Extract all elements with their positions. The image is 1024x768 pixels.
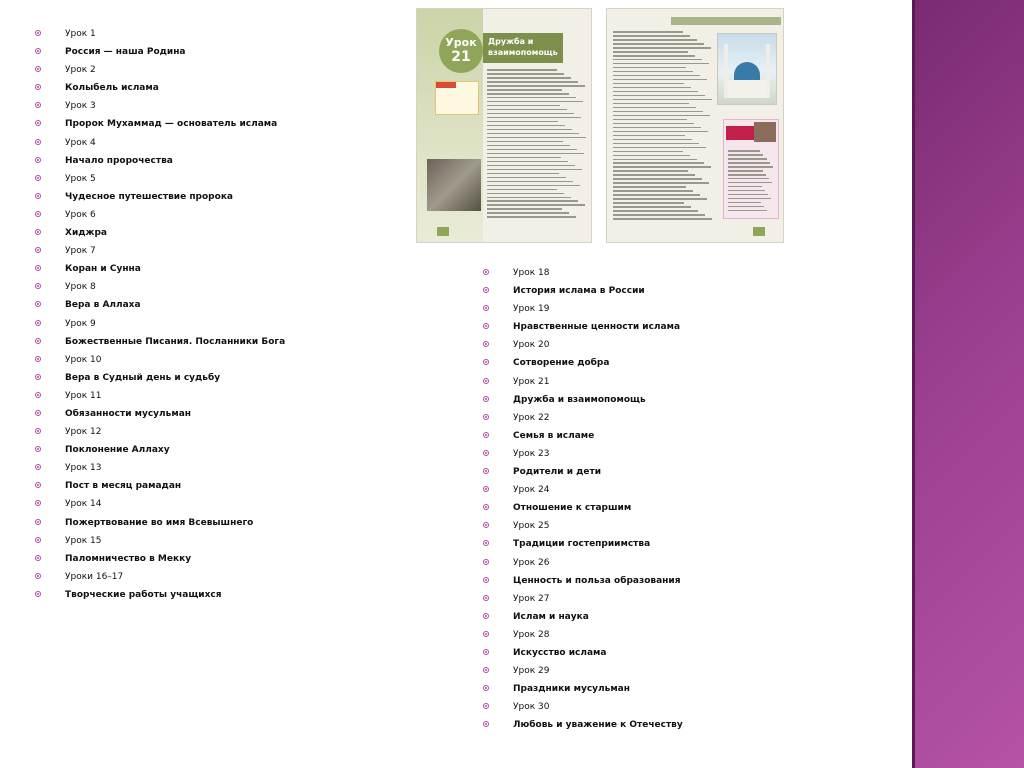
bullet-icon — [35, 446, 41, 452]
list-item-text: Поклонение Аллаху — [65, 445, 170, 456]
list-item-text: Урок 28 — [513, 629, 550, 640]
bullet-icon — [483, 649, 489, 655]
decorative-purple-band — [912, 0, 1024, 768]
bullet-icon — [35, 374, 41, 380]
lesson-number-item — [35, 423, 285, 441]
list-item-text: Урок 1 — [65, 29, 96, 39]
list-item-text: Вера в Судный день и судьбу — [65, 372, 221, 383]
page-text-block — [487, 69, 587, 218]
lesson-number-item — [483, 481, 683, 499]
bullet-icon — [35, 175, 41, 181]
list-item-text: Праздники мусульман — [513, 684, 630, 695]
lesson-number-item — [35, 459, 285, 477]
list-item-text: Пост в месяц рамадан — [65, 481, 182, 492]
lesson-title-item — [35, 260, 285, 278]
list-item-text: Урок 4 — [65, 137, 96, 148]
lesson-title-item — [483, 354, 683, 372]
bullet-icon — [35, 120, 41, 126]
bullet-icon — [35, 428, 41, 434]
list-item-text: Начало пророчества — [65, 155, 173, 166]
lesson-title-item — [35, 405, 285, 423]
bullet-icon — [483, 468, 489, 474]
bullet-icon — [483, 703, 489, 709]
mosque-photo — [717, 33, 777, 105]
list-item-text: Россия — наша Родина — [65, 47, 186, 58]
list-item-text: Урок 5 — [65, 173, 96, 184]
list-item-text: Урок 30 — [513, 702, 550, 713]
list-item-text: Урок 10 — [65, 354, 102, 365]
lesson-number-item — [483, 590, 683, 608]
lesson-number-item — [35, 242, 285, 260]
lesson-title-item — [35, 441, 285, 459]
questions-box — [723, 119, 779, 219]
list-item-text: Урок 6 — [65, 209, 96, 220]
bullet-icon — [483, 631, 489, 637]
lesson-list-right — [483, 264, 683, 734]
book-page-right — [606, 8, 784, 243]
bullet-icon — [35, 591, 41, 597]
lesson-number-item — [35, 134, 285, 152]
list-item-text: Пророк Мухаммад — основатель ислама — [65, 119, 278, 130]
bullet-icon — [483, 595, 489, 601]
list-item-text: Урок 2 — [65, 65, 96, 76]
list-item-text: Искусство ислама — [513, 647, 607, 658]
bullet-icon — [483, 378, 489, 384]
lesson-title-item — [35, 188, 285, 206]
bullet-icon — [483, 540, 489, 546]
list-item-text: Урок 29 — [513, 666, 550, 677]
lesson-title-item — [35, 296, 285, 314]
lesson-title-item — [35, 115, 285, 133]
list-item-text: Урок 23 — [513, 448, 550, 459]
lesson-title-item — [483, 535, 683, 553]
list-item-text: Урок 26 — [513, 557, 550, 568]
list-item-text: Творческие работы учащихся — [65, 589, 222, 600]
list-item-text: Вера в Аллаха — [65, 300, 141, 311]
list-item-text: Урок 7 — [65, 246, 96, 257]
page-number-left — [437, 227, 449, 236]
lesson-number-item — [483, 445, 683, 463]
lesson-title-item — [483, 282, 683, 300]
bullet-icon — [35, 283, 41, 289]
lesson-number-item — [35, 170, 285, 188]
list-item-text: Урок 24 — [513, 485, 550, 496]
list-item-text: Чудесное путешествие пророка — [65, 191, 233, 202]
lesson-title-item — [35, 550, 285, 568]
bullet-icon — [35, 555, 41, 561]
lesson-title-item — [35, 79, 285, 97]
bullet-icon — [35, 338, 41, 344]
lesson-badge-word: Урок — [445, 36, 477, 49]
bullet-icon — [35, 410, 41, 416]
list-item-text: Традиции гостеприимства — [513, 539, 651, 550]
book-page-left — [416, 8, 592, 243]
lesson-number-item — [483, 517, 683, 535]
list-item-text: Урок 19 — [513, 304, 550, 315]
lesson-number-item — [483, 373, 683, 391]
bullet-icon — [35, 247, 41, 253]
bullet-icon — [483, 522, 489, 528]
bullet-icon — [483, 559, 489, 565]
lesson-title-item — [483, 644, 683, 662]
list-item-text: Хиджра — [65, 228, 107, 239]
bullet-icon — [35, 211, 41, 217]
lesson-title-item — [483, 391, 683, 409]
lesson-number-item — [483, 626, 683, 644]
list-item-text: Урок 27 — [513, 593, 550, 604]
lesson-title-item — [35, 586, 285, 604]
bullet-icon — [483, 450, 489, 456]
list-item-text: Сотворение добра — [513, 358, 610, 369]
page-text-block — [613, 31, 713, 220]
lesson-title-item — [35, 333, 285, 351]
bullet-icon — [35, 48, 41, 54]
list-item-text: Урок 13 — [65, 463, 102, 474]
bullet-icon — [35, 157, 41, 163]
lesson-title-item — [35, 224, 285, 242]
photo-children — [427, 159, 481, 211]
bullet-icon — [35, 66, 41, 72]
list-item-text: Урок 12 — [65, 427, 102, 438]
bullet-icon — [483, 685, 489, 691]
list-item-text: История ислама в России — [513, 286, 645, 297]
list-item-text: Обязанности мусульман — [65, 408, 191, 419]
list-item-text: Любовь и уважение к Отечеству — [513, 720, 683, 731]
bullet-icon — [483, 432, 489, 438]
bullet-icon — [483, 323, 489, 329]
bullet-icon — [35, 229, 41, 235]
lesson-number-item — [35, 315, 285, 333]
list-item-text: Урок 21 — [513, 376, 550, 387]
lesson-title-item — [483, 716, 683, 734]
lesson-number-item — [483, 554, 683, 572]
lesson-number-item — [35, 495, 285, 513]
bullet-icon — [483, 359, 489, 365]
list-item-text: Паломничество в Мекку — [65, 553, 192, 564]
bullet-icon — [483, 396, 489, 402]
list-item-text: Урок 14 — [65, 499, 102, 510]
list-item-text: Дружба и взаимопомощь — [513, 394, 646, 405]
bullet-icon — [35, 500, 41, 506]
list-item-text: Нравственные ценности ислама — [513, 322, 681, 333]
lesson-number-item — [35, 61, 285, 79]
bullet-icon — [35, 139, 41, 145]
bullet-icon — [483, 667, 489, 673]
bullet-icon — [35, 320, 41, 326]
list-item-text: Божественные Писания. Посланники Бога — [65, 336, 286, 347]
bullet-icon — [483, 305, 489, 311]
lesson-title-item — [35, 514, 285, 532]
lesson-list-left — [35, 25, 285, 604]
band-edge — [912, 0, 915, 768]
lesson-title-item — [483, 608, 683, 626]
lesson-number-item — [35, 278, 285, 296]
lesson-title-item — [483, 572, 683, 590]
bullet-icon — [35, 356, 41, 362]
lesson-number-item — [35, 532, 285, 550]
list-item-text: Ислам и наука — [513, 611, 589, 622]
bullet-icon — [35, 392, 41, 398]
list-item-text: Урок 15 — [65, 535, 102, 546]
lesson-title-item — [35, 369, 285, 387]
lesson-badge-number: 21 — [451, 49, 471, 65]
list-item-text: Урок 9 — [65, 318, 96, 329]
book-page-title: Дружба и взаимопомощь — [483, 33, 563, 63]
bullet-icon — [35, 301, 41, 307]
page-number-right — [753, 227, 765, 236]
lesson-badge — [439, 29, 483, 73]
bullet-icon — [35, 573, 41, 579]
list-item-text: Колыбель ислама — [65, 83, 159, 94]
list-item-text: Урок 20 — [513, 340, 550, 351]
lesson-title-item — [483, 499, 683, 517]
bullet-icon — [35, 84, 41, 90]
bullet-icon — [35, 193, 41, 199]
lesson-number-item — [35, 25, 285, 43]
list-item-text: Урок 25 — [513, 521, 550, 532]
info-note-box — [435, 81, 479, 115]
list-item-text: Отношение к старшим — [513, 503, 632, 514]
page-running-header — [671, 17, 781, 25]
lesson-number-item — [35, 568, 285, 586]
bullet-icon — [35, 482, 41, 488]
list-item-text: Урок 18 — [513, 268, 550, 278]
list-item-text: Уроки 16–17 — [65, 571, 124, 582]
lesson-number-item — [483, 698, 683, 716]
list-item-text: Пожертвование во имя Всевышнего — [65, 517, 254, 528]
bullet-icon — [483, 269, 489, 275]
lesson-title-item — [35, 152, 285, 170]
bullet-icon — [483, 287, 489, 293]
list-item-text: Урок 8 — [65, 282, 96, 293]
bullet-icon — [35, 519, 41, 525]
lesson-number-item — [483, 662, 683, 680]
lesson-number-item — [483, 409, 683, 427]
lesson-number-item — [483, 264, 683, 282]
bullet-icon — [35, 265, 41, 271]
lesson-number-item — [35, 97, 285, 115]
lesson-title-item — [483, 427, 683, 445]
lesson-number-item — [35, 351, 285, 369]
bullet-icon — [35, 102, 41, 108]
lesson-number-item — [483, 300, 683, 318]
lesson-number-item — [483, 336, 683, 354]
list-item-text: Родители и дети — [513, 467, 602, 478]
lesson-number-item — [35, 387, 285, 405]
bullet-icon — [483, 414, 489, 420]
list-item-text: Урок 11 — [65, 390, 102, 401]
lesson-title-item — [35, 43, 285, 61]
list-item-text: Семья в исламе — [513, 430, 595, 441]
bullet-icon — [483, 721, 489, 727]
bullet-icon — [483, 504, 489, 510]
bullet-icon — [483, 613, 489, 619]
bullet-icon — [483, 577, 489, 583]
bullet-icon — [35, 30, 41, 36]
lesson-title-item — [483, 680, 683, 698]
lesson-title-item — [35, 477, 285, 495]
list-item-text: Урок 3 — [65, 101, 96, 112]
lesson-title-item — [483, 463, 683, 481]
bullet-icon — [35, 464, 41, 470]
lesson-title-item — [483, 318, 683, 336]
list-item-text: Урок 22 — [513, 412, 550, 423]
list-item-text: Ценность и польза образования — [513, 575, 681, 586]
bullet-icon — [35, 537, 41, 543]
bullet-icon — [483, 486, 489, 492]
bullet-icon — [483, 341, 489, 347]
lesson-number-item — [35, 206, 285, 224]
list-item-text: Коран и Сунна — [65, 264, 141, 275]
